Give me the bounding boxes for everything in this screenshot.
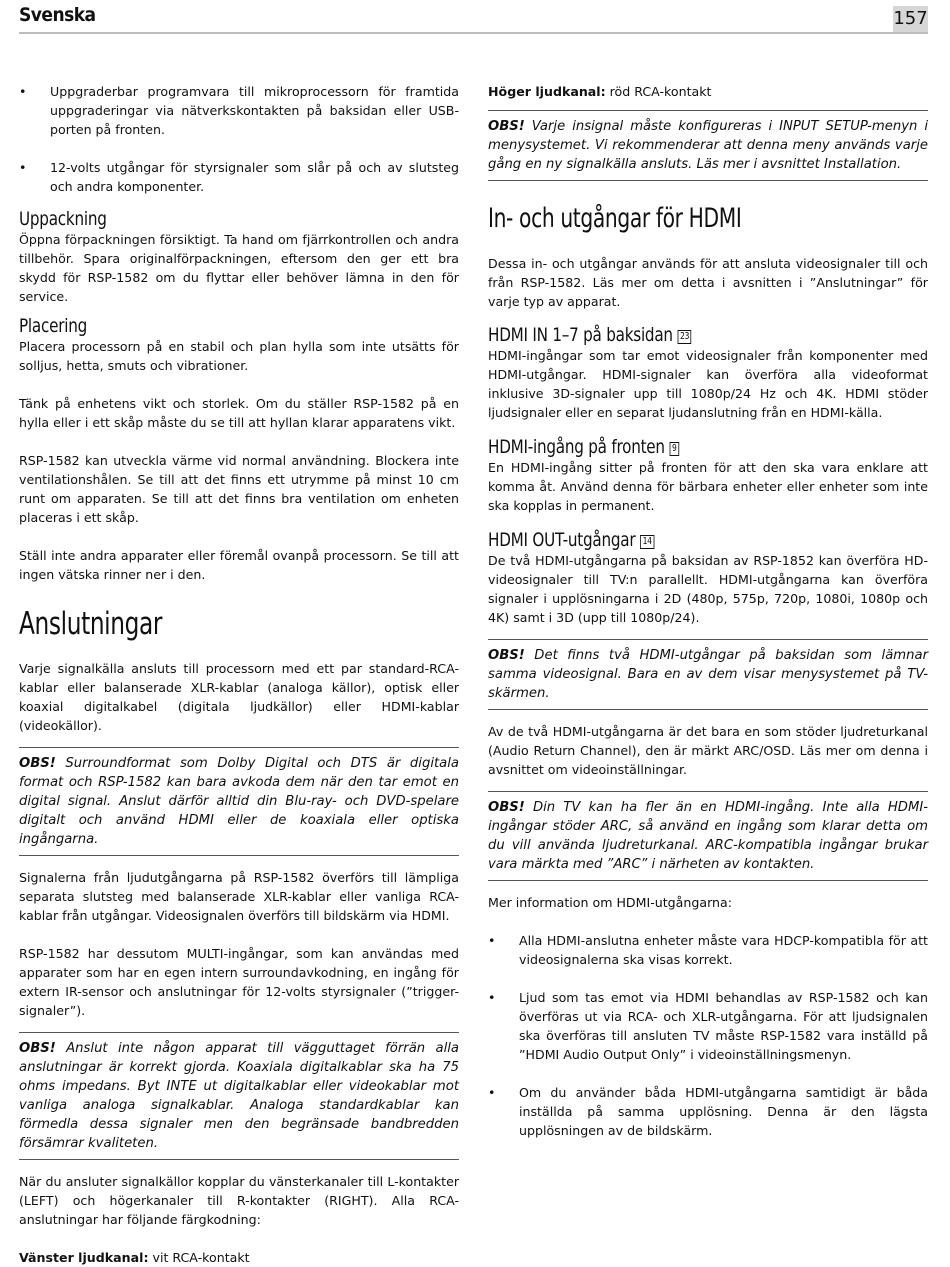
paragraph: Av de två HDMI-utgångarna är det bara en som stöder ljudreturkanal (Audio Return Channel), den är märkt ARC/OSD. Läs mer om denna i avsnittet om videoinställningar. (488, 724, 928, 777)
list-item: • 12-volts utgångar för styrsignaler som slår på och av slutsteg och andra komponenter. (19, 160, 459, 194)
list-item: • Om du använder båda HDMI-utgångarna samtidigt är båda inställda på samma upplösning. Denna är den lägsta upplösningen av de bildskärm. (488, 1085, 928, 1138)
note-box (19, 747, 459, 856)
page-header (19, 0, 928, 34)
paragraph: Ställ inte andra apparater eller föremål ovanpå processorn. Se till att ingen vätska rinner ner i den. (19, 548, 459, 582)
section-heading-hdmi: In- och utgångar för HDMI (488, 203, 742, 234)
subheading-hdmi-front: HDMI-ingång på fronten 9 (488, 436, 840, 458)
paragraph: De två HDMI-utgångarna på baksidan av RSP-1852 kan överföra HD-videosignaler till TV:n parallellt. HDMI-utgångarna kan överföra signaler i upplösningarna i 2D (480p, 575p, 720p, 1080i, 1080p och 4K) samt i 3D (upp till 1080p/24). (488, 553, 928, 625)
note-label: OBS! (488, 119, 525, 134)
note-text: Surroundformat som Dolby Digital och DTS är digitala format och RSP-1582 kan bara avkoda dem när den tar emot en digital signal. Anslut därför alltid din Blu-ray- och DVD-spelare digitalt och använd HDMI eller de koaxiala eller optiska ingångarna. (19, 756, 459, 847)
note-label: OBS! (19, 1041, 56, 1056)
callout-badge: 23 (678, 330, 692, 344)
note-text: Varje insignal måste konfigureras i INPUT SETUP-menyn i menysystemet. Vi rekommenderar att denna meny används varje gång en ny signalkälla ansluts. Läs mer i avsnittet Installation. (488, 119, 928, 172)
note-label: OBS! (488, 800, 525, 815)
right-column (488, 82, 928, 1140)
right-channel-line: Höger ljudkanal: röd RCA-kontakt (488, 84, 712, 99)
note-text: Anslut inte någon apparat till vägguttaget förrän alla anslutningar är korrekt gjorda. Koaxiala digitalkablar ska ha 75 ohms impedans. Byt INTE ut digitalkablar eller videokablar mot vanliga analoga signalkablar. Analoga standardkablar kan förmedla dessa signaler men den begränsade bandbredden försämrar kvaliteten. (19, 1041, 459, 1151)
paragraph: Dessa in- och utgångar används för att ansluta videosignaler till och från RSP-1582. Läs mer om detta i avsnitten i ”Anslutningar” för varje typ av apparat. (488, 256, 928, 309)
callout-badge: 9 (670, 442, 679, 456)
section-heading-placering: Placering (19, 315, 88, 337)
list-item: • Ljud som tas emot via HDMI behandlas av RSP-1582 och kan överföras ut via RCA- och XLR-utgångarna. För att ljudsignalen ska överföras till ansluten TV måste RSP-1582 vara inställd på ”HDMI Audio Output Only” i videoinställningsmenyn. (488, 990, 928, 1062)
list-item: • Alla HDMI-anslutna enheter måste vara HDCP-kompatibla för att videosignalerna ska visas korrekt. (488, 933, 928, 967)
section-heading-anslutningar: Anslutningar (19, 606, 163, 642)
paragraph: Signalerna från ljudutgångarna på RSP-1582 överförs till lämpliga separata slutsteg med balanserade XLR-kablar eller vanliga RCA-kablar från utgångar. Videosignalen överförs till bildskärm via HDMI. (19, 870, 459, 923)
paragraph: HDMI-ingångar som tar emot videosignaler från komponenter med HDMI-utgångar. HDMI-signaler kan överföra alla videoformat inklusive 3D-signaler upp till 1080p/24 Hz och 4K. HDMI stöder ljudsignaler eller en separat ljudanslutning från en HDMI-källa. (488, 348, 928, 420)
paragraph: Öppna förpackningen försiktigt. Ta hand om fjärrkontrollen och andra tillbehör. Spara originalförpackningen, eftersom den ger ett bra skydd för RSP-1582 om du flyttar eller behöver lämna in den för service. (19, 232, 459, 304)
paragraph: Mer information om HDMI-utgångarna: (488, 895, 732, 910)
left-column (19, 82, 459, 1267)
callout-badge: 14 (640, 535, 654, 549)
feature-list (19, 82, 459, 196)
paragraph: Varje signalkälla ansluts till processorn med ett par standard-RCA-kablar eller balanserade XLR-kablar (analoga källor), optisk eller koaxial digitalkabel (digitala ljudkällor) eller HDMI-kablar (videokällor). (19, 661, 459, 733)
note-label: OBS! (19, 756, 56, 771)
paragraph: Tänk på enhetens vikt och storlek. Om du ställer RSP-1582 på en hylla eller i ett skåp måste du se till att hyllan klarar apparatens vikt. (19, 396, 459, 430)
paragraph: RSP-1582 har dessutom MULTI-ingångar, som kan användas med apparater som har en egen intern surroundavkodning, en ingång för extern IR-sensor och anslutningar för 12-volts styrsignaler (”trigger-signaler”). (19, 946, 459, 1018)
note-text: Din TV kan ha fler än en HDMI-ingång. Inte alla HDMI-ingångar stöder ARC, så använd en ingång som klarar detta om du vill använda ljudreturkanal. ARC-kompatibla ingångar brukar vara märkta med ”ARC” i närheten av kontakten. (488, 800, 928, 872)
left-channel-line: Vänster ljudkanal: vit RCA-kontakt (19, 1250, 250, 1265)
list-item: • Uppgraderbar programvara till mikroprocessorn för framtida uppgraderingar via nätverkskontakten på baksidan eller USB-porten på fronten. (19, 84, 459, 137)
page-number: 157 (893, 6, 928, 32)
paragraph: När du ansluter signalkällor kopplar du vänsterkanaler till L-kontakter (LEFT) och högerkanaler till R-kontakter (RIGHT). Alla RCA-anslutningar har följande färgkodning: (19, 1174, 459, 1227)
note-box (488, 791, 928, 881)
note-text: Det finns två HDMI-utgångar på baksidan som lämnar samma videosignal. Bara en av dem visar menysystemet på TV-skärmen. (488, 648, 928, 701)
note-box (488, 639, 928, 710)
subheading-hdmi-out: HDMI OUT-utgångar 14 (488, 529, 840, 551)
language-label: Svenska (19, 4, 96, 26)
note-box (488, 110, 928, 181)
paragraph: En HDMI-ingång sitter på fronten för att den ska vara enklare att komma åt. Använd denna för bärbara enheter eller enheter som inte ska kopplas in permanent. (488, 460, 928, 513)
hdmi-info-list (488, 931, 928, 1140)
note-label: OBS! (488, 648, 525, 663)
subheading-hdmi-in: HDMI IN 1–7 på baksidan 23 (488, 324, 840, 346)
note-box (19, 1032, 459, 1160)
paragraph: RSP-1582 kan utveckla värme vid normal användning. Blockera inte ventilationshålen. Se till att det finns ett utrymme på minst 10 cm runt om apparaten. Se till att det finns bra ventilation om enheten placeras i ett skåp. (19, 453, 459, 525)
section-heading-uppackning: Uppackning (19, 208, 107, 230)
paragraph: Placera processorn på en stabil och plan hylla som inte utsätts för solljus, hetta, smuts och vibrationer. (19, 339, 459, 373)
